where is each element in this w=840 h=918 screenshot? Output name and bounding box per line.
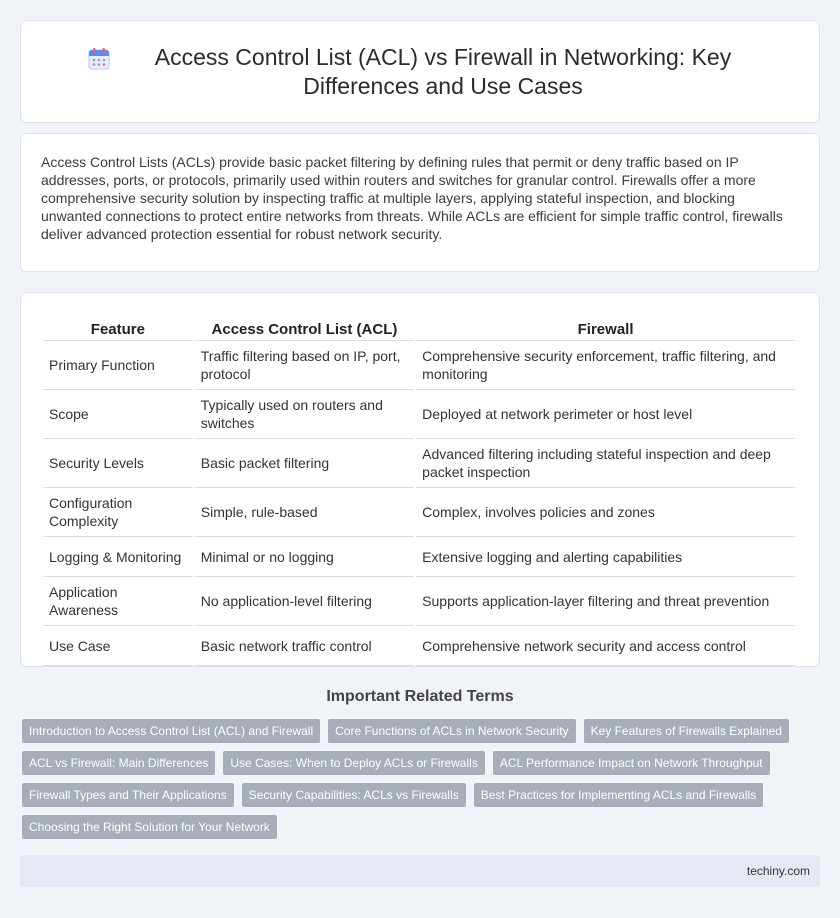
feature-cell: Logging & Monitoring — [43, 537, 193, 577]
firewall-cell: Deployed at network perimeter or host level — [416, 390, 795, 439]
intro-paragraph: Access Control Lists (ACLs) provide basic packet filtering by defining rules that permit or deny traffic based on IP addresses, ports, or protocols, primarily used within routers and switches for granular control. Firewalls offer a more comprehensive security solution by inspecting traffic at multiple layers, applying stateful inspection, and blocking unwanted connections to protect entire networks from threats. While ACLs are efficient for simple traffic control, firewalls deliver advanced protection essential for robust network security. — [41, 154, 783, 242]
header-firewall: Firewall — [416, 315, 795, 341]
feature-cell: Application Awareness — [43, 577, 193, 626]
acl-cell: Basic network traffic control — [195, 626, 414, 666]
table-row — [43, 537, 795, 577]
related-term-tag[interactable]: Security Capabilities: ACLs vs Firewalls — [242, 783, 466, 807]
feature-cell: Use Case — [43, 626, 193, 666]
acl-cell: Simple, rule-based — [195, 488, 414, 537]
table-header-row — [43, 315, 795, 341]
feature-cell: Scope — [43, 390, 193, 439]
related-term-tag[interactable]: Firewall Types and Their Applications — [22, 783, 234, 807]
firewall-cell: Advanced filtering including stateful inspection and deep packet inspection — [416, 439, 795, 488]
header-card — [20, 20, 820, 123]
table-row — [43, 390, 795, 439]
comparison-table — [41, 315, 797, 666]
related-term-tag[interactable]: Introduction to Access Control List (ACL) and Firewall — [22, 719, 320, 743]
acl-cell: Minimal or no logging — [195, 537, 414, 577]
related-term-tag[interactable]: Core Functions of ACLs in Network Security — [328, 719, 575, 743]
related-term-tag[interactable]: Best Practices for Implementing ACLs and Firewalls — [474, 783, 763, 807]
feature-cell: Configuration Complexity — [43, 488, 193, 537]
related-term-tag[interactable]: ACL vs Firewall: Main Differences — [22, 751, 215, 775]
footer — [20, 855, 820, 887]
related-term-tag[interactable]: Choosing the Right Solution for Your Network — [22, 815, 277, 839]
acl-cell: Traffic filtering based on IP, port, protocol — [195, 341, 414, 390]
firewall-cell: Comprehensive security enforcement, traffic filtering, and monitoring — [416, 341, 795, 390]
calendar-icon — [87, 47, 111, 71]
firewall-cell: Extensive logging and alerting capabilities — [416, 537, 795, 577]
related-terms-heading: Important Related Terms — [326, 688, 514, 705]
header — [21, 43, 819, 101]
feature-cell: Security Levels — [43, 439, 193, 488]
header-feature: Feature — [43, 315, 193, 341]
firewall-cell: Supports application-layer filtering and threat prevention — [416, 577, 795, 626]
related-term-tag[interactable]: ACL Performance Impact on Network Throughput — [493, 751, 770, 775]
table-row — [43, 341, 795, 390]
acl-cell: Basic packet filtering — [195, 439, 414, 488]
feature-cell: Primary Function — [43, 341, 193, 390]
table-row — [43, 488, 795, 537]
firewall-cell: Complex, involves policies and zones — [416, 488, 795, 537]
table-row — [43, 626, 795, 666]
acl-cell: No application-level filtering — [195, 577, 414, 626]
table-row — [43, 439, 795, 488]
page-title: Access Control List (ACL) vs Firewall in Networking: Key Differences and Use Cases — [154, 44, 732, 99]
related-term-tag[interactable]: Key Features of Firewalls Explained — [584, 719, 789, 743]
header-acl: Access Control List (ACL) — [195, 315, 414, 341]
intro-card — [20, 133, 820, 272]
firewall-cell: Comprehensive network security and access control — [416, 626, 795, 666]
footer-site[interactable]: techiny.com — [746, 864, 810, 878]
acl-cell: Typically used on routers and switches — [195, 390, 414, 439]
comparison-card — [20, 292, 820, 667]
table-row — [43, 577, 795, 626]
related-term-tag[interactable]: Use Cases: When to Deploy ACLs or Firewalls — [223, 751, 484, 775]
related-terms-list — [22, 719, 812, 839]
